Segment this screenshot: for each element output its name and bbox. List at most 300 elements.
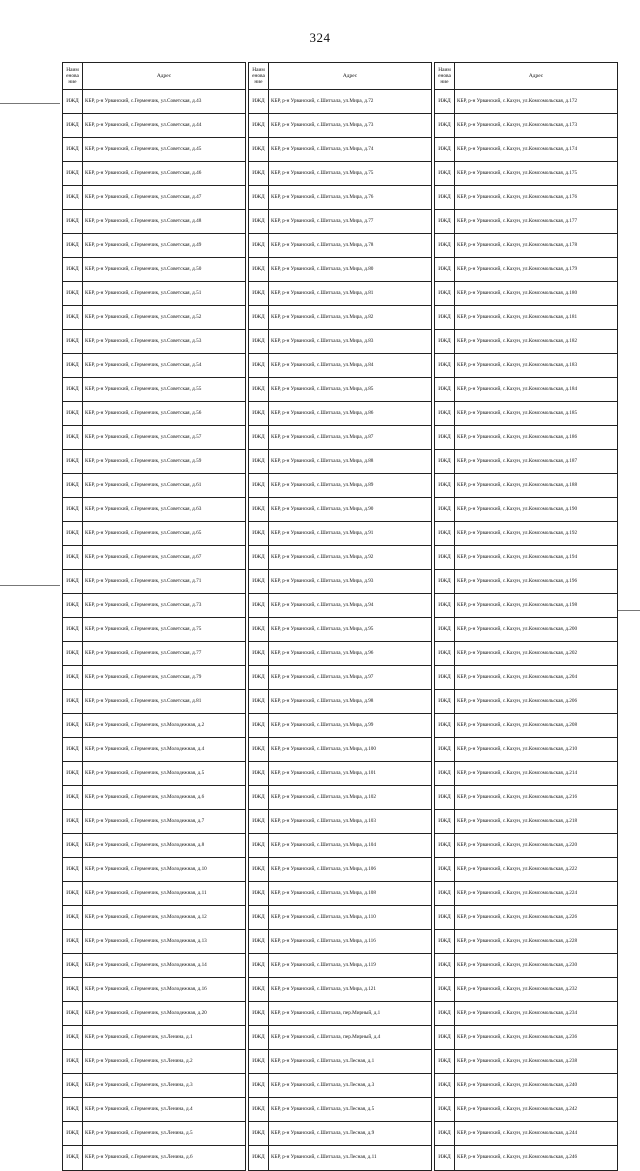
address-cell: КБР, р-н Урванский, с.Шитхала, ул.Мира, д.78 [269,234,432,258]
table-row [63,402,618,426]
object-type-cell: ИЖД [249,618,269,642]
address-cell: КБР, р-н Урванский, с.Шитхала, ул.Мира, д.92 [269,546,432,570]
object-type-cell: ИЖД [249,1026,269,1050]
address-cell: КБР, р-н Урванский, с.Кахун, ул.Комсомольская, д.210 [455,738,618,762]
address-cell: КБР, р-н Урванский, с.Шитхала, ул.Мира, д.77 [269,210,432,234]
address-cell: КБР, р-н Урванский, с.Шитхала, ул.Мира, д.110 [269,906,432,930]
table-row [63,354,618,378]
address-cell: КБР, р-н Урванский, с.Кахун, ул.Комсомольская, д.175 [455,162,618,186]
header-address-2: Адрес [269,63,432,90]
object-type-cell: ИЖД [63,666,83,690]
address-cell: КБР, р-н Урванский, с.Герменчик, ул.Советская, д.63 [83,498,246,522]
address-cell: КБР, р-н Урванский, с.Кахун, ул.Комсомольская, д.184 [455,378,618,402]
object-type-cell: ИЖД [435,450,455,474]
address-cell: КБР, р-н Урванский, с.Кахун, ул.Комсомольская, д.182 [455,330,618,354]
header-address-3: Адрес [455,63,618,90]
object-type-cell: ИЖД [435,1002,455,1026]
object-type-cell: ИЖД [435,1122,455,1146]
address-cell: КБР, р-н Урванский, с.Кахун, ул.Комсомольская, д.174 [455,138,618,162]
object-type-cell: ИЖД [249,114,269,138]
address-cell: КБР, р-н Урванский, с.Шитхала, пер.Мирный, д.4 [269,1026,432,1050]
object-type-cell: ИЖД [63,378,83,402]
object-type-cell: ИЖД [435,330,455,354]
object-type-cell: ИЖД [249,450,269,474]
address-cell: КБР, р-н Урванский, с.Шитхала, ул.Мира, д.76 [269,186,432,210]
address-cell: КБР, р-н Урванский, с.Шитхала, ул.Мира, д.86 [269,402,432,426]
table-row [63,1002,618,1026]
object-type-cell: ИЖД [63,546,83,570]
address-cell: КБР, р-н Урванский, с.Шитхала, ул.Лесная, д.5 [269,1098,432,1122]
object-type-cell: ИЖД [435,690,455,714]
address-cell: КБР, р-н Урванский, с.Герменчик, ул.Советская, д.75 [83,618,246,642]
object-type-cell: ИЖД [435,882,455,906]
object-type-cell: ИЖД [63,834,83,858]
object-type-cell: ИЖД [249,1098,269,1122]
table-row [63,210,618,234]
object-type-cell: ИЖД [249,1122,269,1146]
address-cell: КБР, р-н Урванский, с.Шитхала, ул.Мира, д.75 [269,162,432,186]
table-row [63,138,618,162]
object-type-cell: ИЖД [249,570,269,594]
object-type-cell: ИЖД [63,786,83,810]
table-row [63,882,618,906]
table-row [63,378,618,402]
address-cell: КБР, р-н Урванский, с.Кахун, ул.Комсомольская, д.178 [455,234,618,258]
table-row [63,930,618,954]
address-cell: КБР, р-н Урванский, с.Герменчик, ул.Советская, д.79 [83,666,246,690]
address-cell: КБР, р-н Урванский, с.Шитхала, ул.Мира, д.82 [269,306,432,330]
object-type-cell: ИЖД [63,1098,83,1122]
object-type-cell: ИЖД [435,618,455,642]
address-cell: КБР, р-н Урванский, с.Шитхала, ул.Лесная, д.3 [269,1074,432,1098]
object-type-cell: ИЖД [63,210,83,234]
address-table [62,62,618,1171]
address-cell: КБР, р-н Урванский, с.Шитхала, ул.Мира, д.74 [269,138,432,162]
object-type-cell: ИЖД [435,834,455,858]
address-cell: КБР, р-н Урванский, с.Шитхала, ул.Мира, д.100 [269,738,432,762]
object-type-cell: ИЖД [435,1050,455,1074]
object-type-cell: ИЖД [249,1050,269,1074]
address-cell: КБР, р-н Урванский, с.Шитхала, ул.Мира, д.99 [269,714,432,738]
table-row [63,186,618,210]
object-type-cell: ИЖД [435,426,455,450]
address-cell: КБР, р-н Урванский, с.Кахун, ул.Комсомольская, д.190 [455,498,618,522]
table-row [63,1074,618,1098]
address-cell: КБР, р-н Урванский, с.Шитхала, ул.Мира, д.72 [269,90,432,114]
address-cell: КБР, р-н Урванский, с.Герменчик, ул.Ленина, д.5 [83,1122,246,1146]
table-row [63,258,618,282]
object-type-cell: ИЖД [435,786,455,810]
object-type-cell: ИЖД [63,642,83,666]
object-type-cell: ИЖД [249,378,269,402]
address-cell: КБР, р-н Урванский, с.Герменчик, ул.Молодежная, д.13 [83,930,246,954]
table-row [63,162,618,186]
address-cell: КБР, р-н Урванский, с.Герменчик, ул.Советская, д.77 [83,642,246,666]
address-cell: КБР, р-н Урванский, с.Кахун, ул.Комсомольская, д.220 [455,834,618,858]
object-type-cell: ИЖД [249,978,269,1002]
object-type-cell: ИЖД [249,882,269,906]
table-row [63,642,618,666]
object-type-cell: ИЖД [435,90,455,114]
object-type-cell: ИЖД [435,714,455,738]
address-cell: КБР, р-н Урванский, с.Герменчик, ул.Советская, д.43 [83,90,246,114]
object-type-cell: ИЖД [435,858,455,882]
object-type-cell: ИЖД [63,618,83,642]
address-cell: КБР, р-н Урванский, с.Шитхала, ул.Мира, д.90 [269,498,432,522]
address-cell: КБР, р-н Урванский, с.Герменчик, ул.Советская, д.81 [83,690,246,714]
address-cell: КБР, р-н Урванский, с.Герменчик, ул.Молодежная, д.4 [83,738,246,762]
address-cell: КБР, р-н Урванский, с.Кахун, ул.Комсомольская, д.206 [455,690,618,714]
page-number: 324 [309,30,331,45]
object-type-cell: ИЖД [249,306,269,330]
address-cell: КБР, р-н Урванский, с.Герменчик, ул.Советская, д.61 [83,474,246,498]
object-type-cell: ИЖД [249,642,269,666]
address-cell: КБР, р-н Урванский, с.Герменчик, ул.Советская, д.50 [83,258,246,282]
object-type-cell: ИЖД [249,690,269,714]
address-cell: КБР, р-н Урванский, с.Кахун, ул.Комсомольская, д.230 [455,954,618,978]
address-cell: КБР, р-н Урванский, с.Кахун, ул.Комсомольская, д.242 [455,1098,618,1122]
object-type-cell: ИЖД [63,690,83,714]
object-type-cell: ИЖД [63,1050,83,1074]
table-row [63,546,618,570]
address-cell: КБР, р-н Урванский, с.Герменчик, ул.Ленина, д.2 [83,1050,246,1074]
object-type-cell: ИЖД [249,546,269,570]
object-type-cell: ИЖД [249,858,269,882]
table-row [63,1098,618,1122]
object-type-cell: ИЖД [249,834,269,858]
table-row [63,594,618,618]
table-row [63,114,618,138]
address-cell: КБР, р-н Урванский, с.Шитхала, ул.Лесная, д.11 [269,1146,432,1171]
object-type-cell: ИЖД [249,714,269,738]
address-cell: КБР, р-н Урванский, с.Шитхала, ул.Лесная, д.1 [269,1050,432,1074]
address-cell: КБР, р-н Урванский, с.Герменчик, ул.Советская, д.71 [83,570,246,594]
object-type-cell: ИЖД [63,738,83,762]
table-row [63,810,618,834]
address-cell: КБР, р-н Урванский, с.Герменчик, ул.Молодежная, д.10 [83,858,246,882]
object-type-cell: ИЖД [435,1146,455,1171]
header-address-1: Адрес [83,63,246,90]
object-type-cell: ИЖД [249,666,269,690]
object-type-cell: ИЖД [63,930,83,954]
address-cell: КБР, р-н Урванский, с.Герменчик, ул.Советская, д.57 [83,426,246,450]
table-row [63,762,618,786]
address-cell: КБР, р-н Урванский, с.Кахун, ул.Комсомольская, д.218 [455,810,618,834]
address-cell: КБР, р-н Урванский, с.Кахун, ул.Комсомольская, д.172 [455,90,618,114]
address-cell: КБР, р-н Урванский, с.Кахун, ул.Комсомольская, д.246 [455,1146,618,1171]
table-row [63,570,618,594]
address-cell: КБР, р-н Урванский, с.Кахун, ул.Комсомольская, д.180 [455,282,618,306]
object-type-cell: ИЖД [63,810,83,834]
table-row [63,714,618,738]
object-type-cell: ИЖД [63,354,83,378]
table-row [63,1050,618,1074]
scan-mark-right [618,610,640,611]
object-type-cell: ИЖД [63,306,83,330]
object-type-cell: ИЖД [63,138,83,162]
object-type-cell: ИЖД [435,546,455,570]
object-type-cell: ИЖД [249,90,269,114]
object-type-cell: ИЖД [249,258,269,282]
address-cell: КБР, р-н Урванский, с.Герменчик, ул.Советская, д.47 [83,186,246,210]
address-cell: КБР, р-н Урванский, с.Шитхала, ул.Мира, д.104 [269,834,432,858]
object-type-cell: ИЖД [63,1026,83,1050]
address-cell: КБР, р-н Урванский, с.Герменчик, ул.Молодежная, д.5 [83,762,246,786]
address-cell: КБР, р-н Урванский, с.Кахун, ул.Комсомольская, д.232 [455,978,618,1002]
table-row [63,90,618,114]
scan-mark-left [0,103,60,104]
address-cell: КБР, р-н Урванский, с.Кахун, ул.Комсомольская, д.214 [455,762,618,786]
table-row [63,786,618,810]
table-row [63,858,618,882]
object-type-cell: ИЖД [435,762,455,786]
object-type-cell: ИЖД [63,426,83,450]
object-type-cell: ИЖД [435,402,455,426]
table-row [63,1026,618,1050]
address-cell: КБР, р-н Урванский, с.Шитхала, ул.Мира, д.87 [269,426,432,450]
address-cell: КБР, р-н Урванский, с.Кахун, ул.Комсомольская, д.202 [455,642,618,666]
object-type-cell: ИЖД [63,162,83,186]
address-cell: КБР, р-н Урванский, с.Кахун, ул.Комсомольская, д.192 [455,522,618,546]
object-type-cell: ИЖД [435,954,455,978]
address-cell: КБР, р-н Урванский, с.Шитхала, ул.Мира, д.91 [269,522,432,546]
object-type-cell: ИЖД [435,138,455,162]
address-cell: КБР, р-н Урванский, с.Герменчик, ул.Молодежная, д.2 [83,714,246,738]
address-cell: КБР, р-н Урванский, с.Герменчик, ул.Молодежная, д.8 [83,834,246,858]
address-cell: КБР, р-н Урванский, с.Шитхала, ул.Мира, д.88 [269,450,432,474]
address-cell: КБР, р-н Урванский, с.Шитхала, ул.Мира, д.101 [269,762,432,786]
address-cell: КБР, р-н Урванский, с.Шитхала, ул.Мира, д.81 [269,282,432,306]
object-type-cell: ИЖД [249,426,269,450]
address-cell: КБР, р-н Урванский, с.Герменчик, ул.Советская, д.53 [83,330,246,354]
address-cell: КБР, р-н Урванский, с.Герменчик, ул.Ленина, д.4 [83,1098,246,1122]
object-type-cell: ИЖД [249,522,269,546]
object-type-cell: ИЖД [249,1002,269,1026]
object-type-cell: ИЖД [435,978,455,1002]
object-type-cell: ИЖД [435,234,455,258]
table-header-row [63,63,618,90]
address-cell: КБР, р-н Урванский, с.Кахун, ул.Комсомольская, д.216 [455,786,618,810]
object-type-cell: ИЖД [435,738,455,762]
object-type-cell: ИЖД [249,1146,269,1171]
object-type-cell: ИЖД [435,1026,455,1050]
address-cell: КБР, р-н Урванский, с.Кахун, ул.Комсомольская, д.187 [455,450,618,474]
header-naim-3: Наим енова ние [435,63,455,90]
address-cell: КБР, р-н Урванский, с.Кахун, ул.Комсомольская, д.183 [455,354,618,378]
table-body [63,90,618,1171]
object-type-cell: ИЖД [63,858,83,882]
object-type-cell: ИЖД [63,90,83,114]
address-cell: КБР, р-н Урванский, с.Герменчик, ул.Молодежная, д.16 [83,978,246,1002]
object-type-cell: ИЖД [63,522,83,546]
table-row [63,450,618,474]
object-type-cell: ИЖД [249,594,269,618]
address-cell: КБР, р-н Урванский, с.Кахун, ул.Комсомольская, д.226 [455,906,618,930]
address-cell: КБР, р-н Урванский, с.Кахун, ул.Комсомольская, д.176 [455,186,618,210]
object-type-cell: ИЖД [249,954,269,978]
address-cell: КБР, р-н Урванский, с.Кахун, ул.Комсомольская, д.224 [455,882,618,906]
object-type-cell: ИЖД [249,282,269,306]
address-cell: КБР, р-н Урванский, с.Герменчик, ул.Ленина, д.1 [83,1026,246,1050]
address-cell: КБР, р-н Урванский, с.Герменчик, ул.Советская, д.45 [83,138,246,162]
address-cell: КБР, р-н Урванский, с.Шитхала, ул.Мира, д.80 [269,258,432,282]
address-cell: КБР, р-н Урванский, с.Кахун, ул.Комсомольская, д.204 [455,666,618,690]
object-type-cell: ИЖД [249,234,269,258]
address-cell: КБР, р-н Урванский, с.Герменчик, ул.Советская, д.59 [83,450,246,474]
address-cell: КБР, р-н Урванский, с.Герменчик, ул.Советская, д.46 [83,162,246,186]
object-type-cell: ИЖД [249,762,269,786]
address-cell: КБР, р-н Урванский, с.Герменчик, ул.Молодежная, д.14 [83,954,246,978]
object-type-cell: ИЖД [435,666,455,690]
object-type-cell: ИЖД [63,1122,83,1146]
header-naim-2: Наим енова ние [249,63,269,90]
address-cell: КБР, р-н Урванский, с.Кахун, ул.Комсомольская, д.196 [455,570,618,594]
address-cell: КБР, р-н Урванский, с.Шитхала, пер.Мирный, д.1 [269,1002,432,1026]
address-cell: КБР, р-н Урванский, с.Кахун, ул.Комсомольская, д.240 [455,1074,618,1098]
address-cell: КБР, р-н Урванский, с.Шитхала, ул.Мира, д.96 [269,642,432,666]
object-type-cell: ИЖД [63,114,83,138]
object-type-cell: ИЖД [249,930,269,954]
table-row [63,498,618,522]
scan-mark-left-lower [0,585,60,586]
address-cell: КБР, р-н Урванский, с.Шитхала, ул.Мира, д.102 [269,786,432,810]
address-cell: КБР, р-н Урванский, с.Герменчик, ул.Советская, д.56 [83,402,246,426]
table-row [63,522,618,546]
table-row [63,306,618,330]
address-cell: КБР, р-н Урванский, с.Шитхала, ул.Мира, д.93 [269,570,432,594]
table-row [63,282,618,306]
object-type-cell: ИЖД [249,162,269,186]
table-row [63,474,618,498]
address-cell: КБР, р-н Урванский, с.Шитхала, ул.Мира, д.73 [269,114,432,138]
address-cell: КБР, р-н Урванский, с.Кахун, ул.Комсомольская, д.228 [455,930,618,954]
address-cell: КБР, р-н Урванский, с.Герменчик, ул.Молодежная, д.7 [83,810,246,834]
object-type-cell: ИЖД [63,1074,83,1098]
address-cell: КБР, р-н Урванский, с.Кахун, ул.Комсомольская, д.198 [455,594,618,618]
object-type-cell: ИЖД [249,210,269,234]
object-type-cell: ИЖД [435,186,455,210]
object-type-cell: ИЖД [63,450,83,474]
object-type-cell: ИЖД [249,906,269,930]
address-cell: КБР, р-н Урванский, с.Шитхала, ул.Мира, д.106 [269,858,432,882]
object-type-cell: ИЖД [249,330,269,354]
object-type-cell: ИЖД [435,570,455,594]
table-row [63,426,618,450]
address-cell: КБР, р-н Урванский, с.Шитхала, ул.Мира, д.89 [269,474,432,498]
object-type-cell: ИЖД [435,162,455,186]
address-cell: КБР, р-н Урванский, с.Кахун, ул.Комсомольская, д.181 [455,306,618,330]
address-cell: КБР, р-н Урванский, с.Герменчик, ул.Молодежная, д.20 [83,1002,246,1026]
object-type-cell: ИЖД [63,330,83,354]
object-type-cell: ИЖД [435,258,455,282]
table-row [63,954,618,978]
address-cell: КБР, р-н Урванский, с.Герменчик, ул.Молодежная, д.11 [83,882,246,906]
address-cell: КБР, р-н Урванский, с.Кахун, ул.Комсомольская, д.244 [455,1122,618,1146]
address-cell: КБР, р-н Урванский, с.Герменчик, ул.Советская, д.49 [83,234,246,258]
object-type-cell: ИЖД [249,138,269,162]
object-type-cell: ИЖД [435,378,455,402]
object-type-cell: ИЖД [435,498,455,522]
object-type-cell: ИЖД [249,498,269,522]
object-type-cell: ИЖД [435,1098,455,1122]
object-type-cell: ИЖД [63,978,83,1002]
object-type-cell: ИЖД [63,714,83,738]
address-cell: КБР, р-н Урванский, с.Кахун, ул.Комсомольская, д.200 [455,618,618,642]
object-type-cell: ИЖД [435,354,455,378]
address-cell: КБР, р-н Урванский, с.Шитхала, ул.Мира, д.95 [269,618,432,642]
table-row [63,618,618,642]
table-row [63,234,618,258]
address-cell: КБР, р-н Урванский, с.Шитхала, ул.Мира, д.116 [269,930,432,954]
address-cell: КБР, р-н Урванский, с.Шитхала, ул.Мира, д.85 [269,378,432,402]
address-cell: КБР, р-н Урванский, с.Кахун, ул.Комсомольская, д.236 [455,1026,618,1050]
address-cell: КБР, р-н Урванский, с.Кахун, ул.Комсомольская, д.179 [455,258,618,282]
address-cell: КБР, р-н Урванский, с.Кахун, ул.Комсомольская, д.185 [455,402,618,426]
address-cell: КБР, р-н Урванский, с.Кахун, ул.Комсомольская, д.173 [455,114,618,138]
address-cell: КБР, р-н Урванский, с.Герменчик, ул.Ленина, д.6 [83,1146,246,1171]
table-row [63,834,618,858]
object-type-cell: ИЖД [435,282,455,306]
object-type-cell: ИЖД [249,1074,269,1098]
object-type-cell: ИЖД [249,402,269,426]
object-type-cell: ИЖД [435,906,455,930]
address-cell: КБР, р-н Урванский, с.Кахун, ул.Комсомольская, д.234 [455,1002,618,1026]
object-type-cell: ИЖД [63,762,83,786]
object-type-cell: ИЖД [249,354,269,378]
address-cell: КБР, р-н Урванский, с.Герменчик, ул.Советская, д.44 [83,114,246,138]
table-row [63,738,618,762]
object-type-cell: ИЖД [435,810,455,834]
table-row [63,978,618,1002]
object-type-cell: ИЖД [63,498,83,522]
address-cell: КБР, р-н Урванский, с.Шитхала, ул.Лесная, д.9 [269,1122,432,1146]
address-cell: КБР, р-н Урванский, с.Кахун, ул.Комсомольская, д.238 [455,1050,618,1074]
object-type-cell: ИЖД [63,1146,83,1171]
table-row [63,1146,618,1171]
address-cell: КБР, р-н Урванский, с.Кахун, ул.Комсомольская, д.208 [455,714,618,738]
object-type-cell: ИЖД [435,930,455,954]
address-cell: КБР, р-н Урванский, с.Кахун, ул.Комсомольская, д.177 [455,210,618,234]
address-cell: КБР, р-н Урванский, с.Герменчик, ул.Советская, д.55 [83,378,246,402]
address-cell: КБР, р-н Урванский, с.Шитхала, ул.Мира, д.97 [269,666,432,690]
object-type-cell: ИЖД [435,474,455,498]
table-row [63,906,618,930]
object-type-cell: ИЖД [63,186,83,210]
object-type-cell: ИЖД [63,882,83,906]
object-type-cell: ИЖД [63,258,83,282]
object-type-cell: ИЖД [435,594,455,618]
object-type-cell: ИЖД [63,474,83,498]
object-type-cell: ИЖД [63,594,83,618]
object-type-cell: ИЖД [435,642,455,666]
table-row [63,690,618,714]
address-cell: КБР, р-н Урванский, с.Шитхала, ул.Мира, д.119 [269,954,432,978]
address-cell: КБР, р-н Урванский, с.Герменчик, ул.Советская, д.73 [83,594,246,618]
address-cell: КБР, р-н Урванский, с.Герменчик, ул.Молодежная, д.12 [83,906,246,930]
address-cell: КБР, р-н Урванский, с.Кахун, ул.Комсомольская, д.186 [455,426,618,450]
object-type-cell: ИЖД [63,234,83,258]
address-cell: КБР, р-н Урванский, с.Герменчик, ул.Советская, д.48 [83,210,246,234]
object-type-cell: ИЖД [63,906,83,930]
object-type-cell: ИЖД [435,114,455,138]
object-type-cell: ИЖД [249,810,269,834]
address-cell: КБР, р-н Урванский, с.Герменчик, ул.Молодежная, д.6 [83,786,246,810]
object-type-cell: ИЖД [63,954,83,978]
table-row [63,666,618,690]
address-cell: КБР, р-н Урванский, с.Шитхала, ул.Мира, д.94 [269,594,432,618]
address-cell: КБР, р-н Урванский, с.Герменчик, ул.Советская, д.51 [83,282,246,306]
address-cell: КБР, р-н Урванский, с.Герменчик, ул.Ленина, д.3 [83,1074,246,1098]
